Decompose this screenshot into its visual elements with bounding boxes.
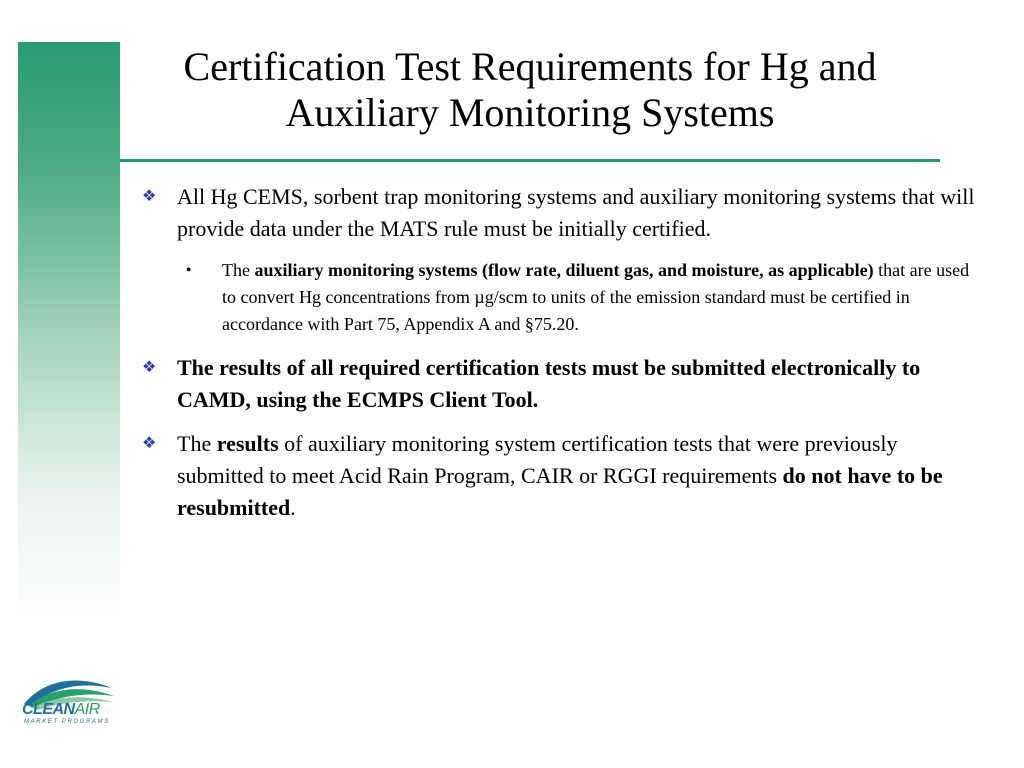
bullet-item-3 — [140, 428, 980, 524]
diamond-bullet-icon: ❖ — [142, 186, 157, 205]
diamond-bullet-icon: ❖ — [142, 433, 157, 452]
logo-word-air: AIR — [74, 701, 100, 718]
bullet-1-text: All Hg CEMS, sorbent trap monitoring systems and auxiliary monitoring systems that will provide data under the MATS rule must be initially certified. — [177, 184, 975, 241]
bullet-3-part2: of auxiliary monitoring system certification tests that were previously submitted to meet Acid Rain Program, CAIR or RGGI requirements — [177, 431, 898, 488]
logo-word-clean: CLEAN — [22, 701, 75, 718]
slide-title — [130, 44, 930, 136]
bullet-2-text: The results of all required certification tests must be submitted electronically to CAMD, using the ECMPS Client Tool. — [177, 355, 921, 412]
logo-subtitle: MARKET PROGRAMS — [24, 719, 110, 725]
bullet-3-bold2: do not have to be resubmitted — [177, 463, 943, 520]
sub-bullet-bold1: auxiliary monitoring systems — [254, 260, 478, 280]
bullet-3-bold1: results — [216, 431, 279, 456]
diamond-bullet-icon: ❖ — [142, 357, 157, 376]
dot-bullet-icon: • — [186, 262, 192, 279]
bullet-3-part1: The — [177, 431, 217, 456]
bullet-item-1 — [140, 181, 980, 245]
bullet-item-2 — [140, 352, 980, 416]
sub-bullet-item — [140, 257, 980, 338]
slide-content — [140, 181, 980, 536]
bullet-3-part3: . — [290, 495, 296, 520]
sub-bullet-part2: that are used to convert Hg concentrations from µg/scm to units of the emission standard must be certified in accordance with Part 75, Appendix A and §75.20. — [222, 260, 970, 334]
sub-bullet-bold2: (flow rate, diluent gas, and moisture, as applicable) — [477, 260, 874, 280]
title-line-1: Certification Test Requirements for Hg and — [183, 44, 877, 89]
logo-wordmark — [22, 701, 100, 719]
title-line-2: Auxiliary Monitoring Systems — [285, 90, 775, 135]
sub-bullet-part1: The — [222, 260, 255, 280]
title-divider — [120, 159, 940, 162]
side-gradient-bar — [18, 42, 120, 768]
